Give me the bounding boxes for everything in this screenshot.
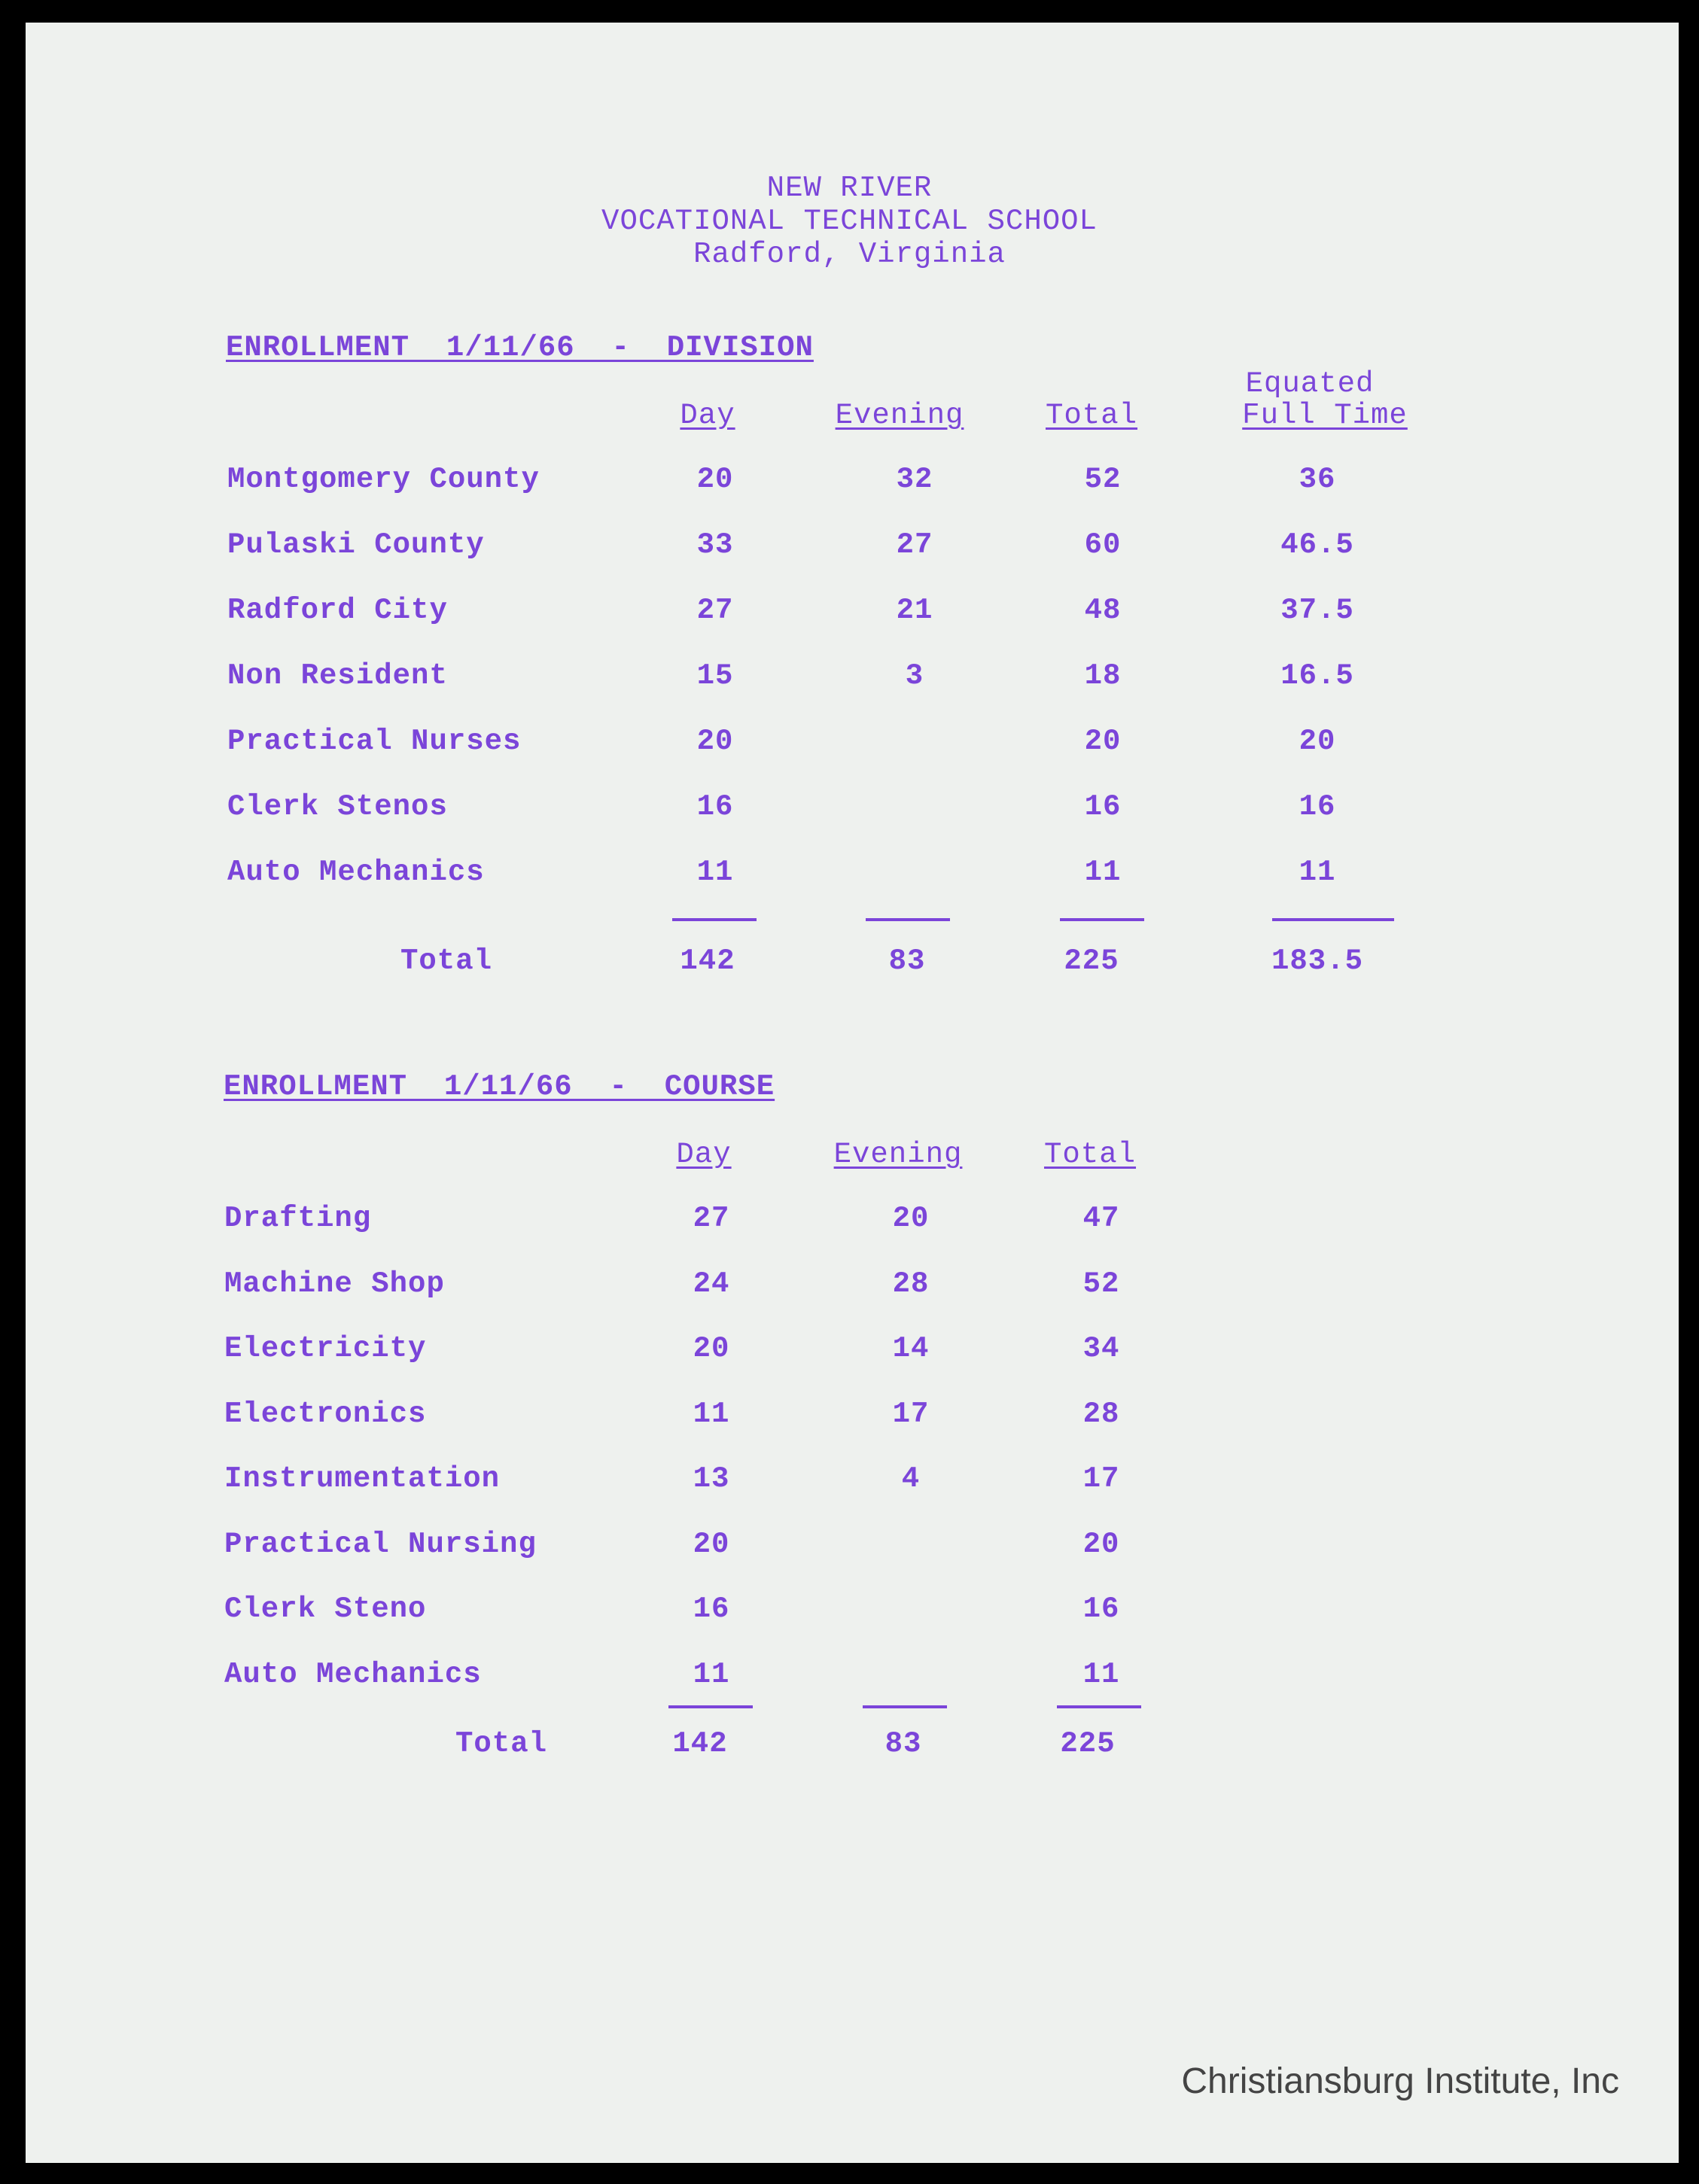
table-cell-total: 20 [1084,725,1122,758]
table-row-label: Electronics [224,1398,427,1431]
division-total-rule [1060,918,1144,921]
course-total-day: 142 [672,1727,728,1760]
division-col-eft-line1: Equated [1245,367,1375,400]
table-cell-day: 27 [696,594,734,627]
table-cell-eft: 16 [1299,790,1336,823]
table-row-label: Practical Nursing [224,1528,537,1561]
table-cell-day: 16 [693,1592,730,1626]
table-cell-day: 20 [693,1528,730,1561]
division-total-evening: 83 [888,944,926,978]
table-cell-total: 52 [1084,463,1122,496]
table-cell-evening: 32 [896,463,933,496]
table-cell-total: 16 [1082,1592,1120,1626]
table-row-label: Machine Shop [224,1267,445,1300]
school-location: Radford, Virginia [693,238,1006,271]
table-cell-day: 13 [693,1462,730,1495]
table-cell-day: 11 [693,1398,730,1431]
table-cell-day: 20 [696,725,734,758]
school-name-line1: NEW RIVER [766,172,933,205]
table-cell-evening: 21 [896,594,933,627]
division-evening-rule [866,918,950,921]
division-section-title: ENROLLMENT 1/11/66 - DIVISION [226,331,814,364]
table-cell-evening: 3 [905,659,924,692]
table-row-label: Clerk Stenos [227,790,448,823]
table-cell-evening: 14 [892,1332,930,1365]
table-cell-total: 28 [1082,1398,1120,1431]
table-row-label: Practical Nurses [227,725,522,758]
table-cell-total: 60 [1084,528,1122,561]
table-cell-day: 11 [693,1658,730,1691]
table-cell-day: 16 [696,790,734,823]
table-cell-evening: 17 [892,1398,930,1431]
course-section-title: ENROLLMENT 1/11/66 - COURSE [224,1070,775,1103]
course-total-rule [1057,1705,1141,1708]
table-cell-total: 11 [1084,856,1122,889]
course-total-evening: 83 [885,1727,922,1760]
division-col-total: Total [1045,399,1138,432]
table-row-label: Auto Mechanics [224,1658,482,1691]
table-row-label: Clerk Steno [224,1592,427,1626]
table-cell-eft: 36 [1299,463,1336,496]
course-col-evening: Evening [833,1138,963,1171]
table-cell-day: 20 [696,463,734,496]
table-cell-day: 24 [693,1267,730,1300]
table-cell-total: 34 [1082,1332,1120,1365]
division-total-eft: 183.5 [1271,944,1364,978]
table-cell-eft: 46.5 [1280,528,1354,561]
table-cell-eft: 16.5 [1280,659,1354,692]
table-cell-total: 47 [1082,1202,1120,1235]
division-total-label: Total [400,944,493,978]
course-day-rule [668,1705,753,1708]
table-row-label: Non Resident [227,659,448,692]
table-cell-evening: 28 [892,1267,930,1300]
division-col-day: Day [680,399,735,432]
table-cell-evening: 20 [892,1202,930,1235]
watermark: Christiansburg Institute, Inc [1181,2061,1619,2101]
table-cell-total: 17 [1082,1462,1120,1495]
table-cell-total: 18 [1084,659,1122,692]
course-col-total: Total [1043,1138,1137,1171]
division-total-day: 142 [680,944,735,978]
table-cell-day: 11 [696,856,734,889]
table-row-label: Radford City [227,594,448,627]
table-cell-total: 20 [1082,1528,1120,1561]
division-col-eft-line2: Full Time [1242,399,1408,432]
division-col-evening: Evening [835,399,964,432]
course-evening-rule [863,1705,947,1708]
table-cell-total: 16 [1084,790,1122,823]
table-cell-total: 11 [1082,1658,1120,1691]
course-total-total: 225 [1060,1727,1116,1760]
table-cell-evening: 27 [896,528,933,561]
table-cell-total: 52 [1082,1267,1120,1300]
table-cell-evening: 4 [901,1462,921,1495]
table-cell-day: 20 [693,1332,730,1365]
table-cell-eft: 37.5 [1280,594,1354,627]
table-cell-day: 15 [696,659,734,692]
table-cell-total: 48 [1084,594,1122,627]
table-cell-day: 33 [696,528,734,561]
table-cell-eft: 20 [1299,725,1336,758]
table-row-label: Auto Mechanics [227,856,485,889]
division-day-rule [672,918,757,921]
division-eft-rule [1272,918,1394,921]
table-row-label: Montgomery County [227,463,540,496]
table-cell-eft: 11 [1299,856,1336,889]
table-row-label: Pulaski County [227,528,485,561]
division-total-total: 225 [1064,944,1119,978]
course-col-day: Day [676,1138,732,1171]
table-cell-day: 27 [693,1202,730,1235]
table-row-label: Instrumentation [224,1462,501,1495]
course-total-label: Total [455,1727,548,1760]
school-name-line2: VOCATIONAL TECHNICAL SCHOOL [601,205,1098,238]
table-row-label: Drafting [224,1202,372,1235]
table-row-label: Electricity [224,1332,427,1365]
